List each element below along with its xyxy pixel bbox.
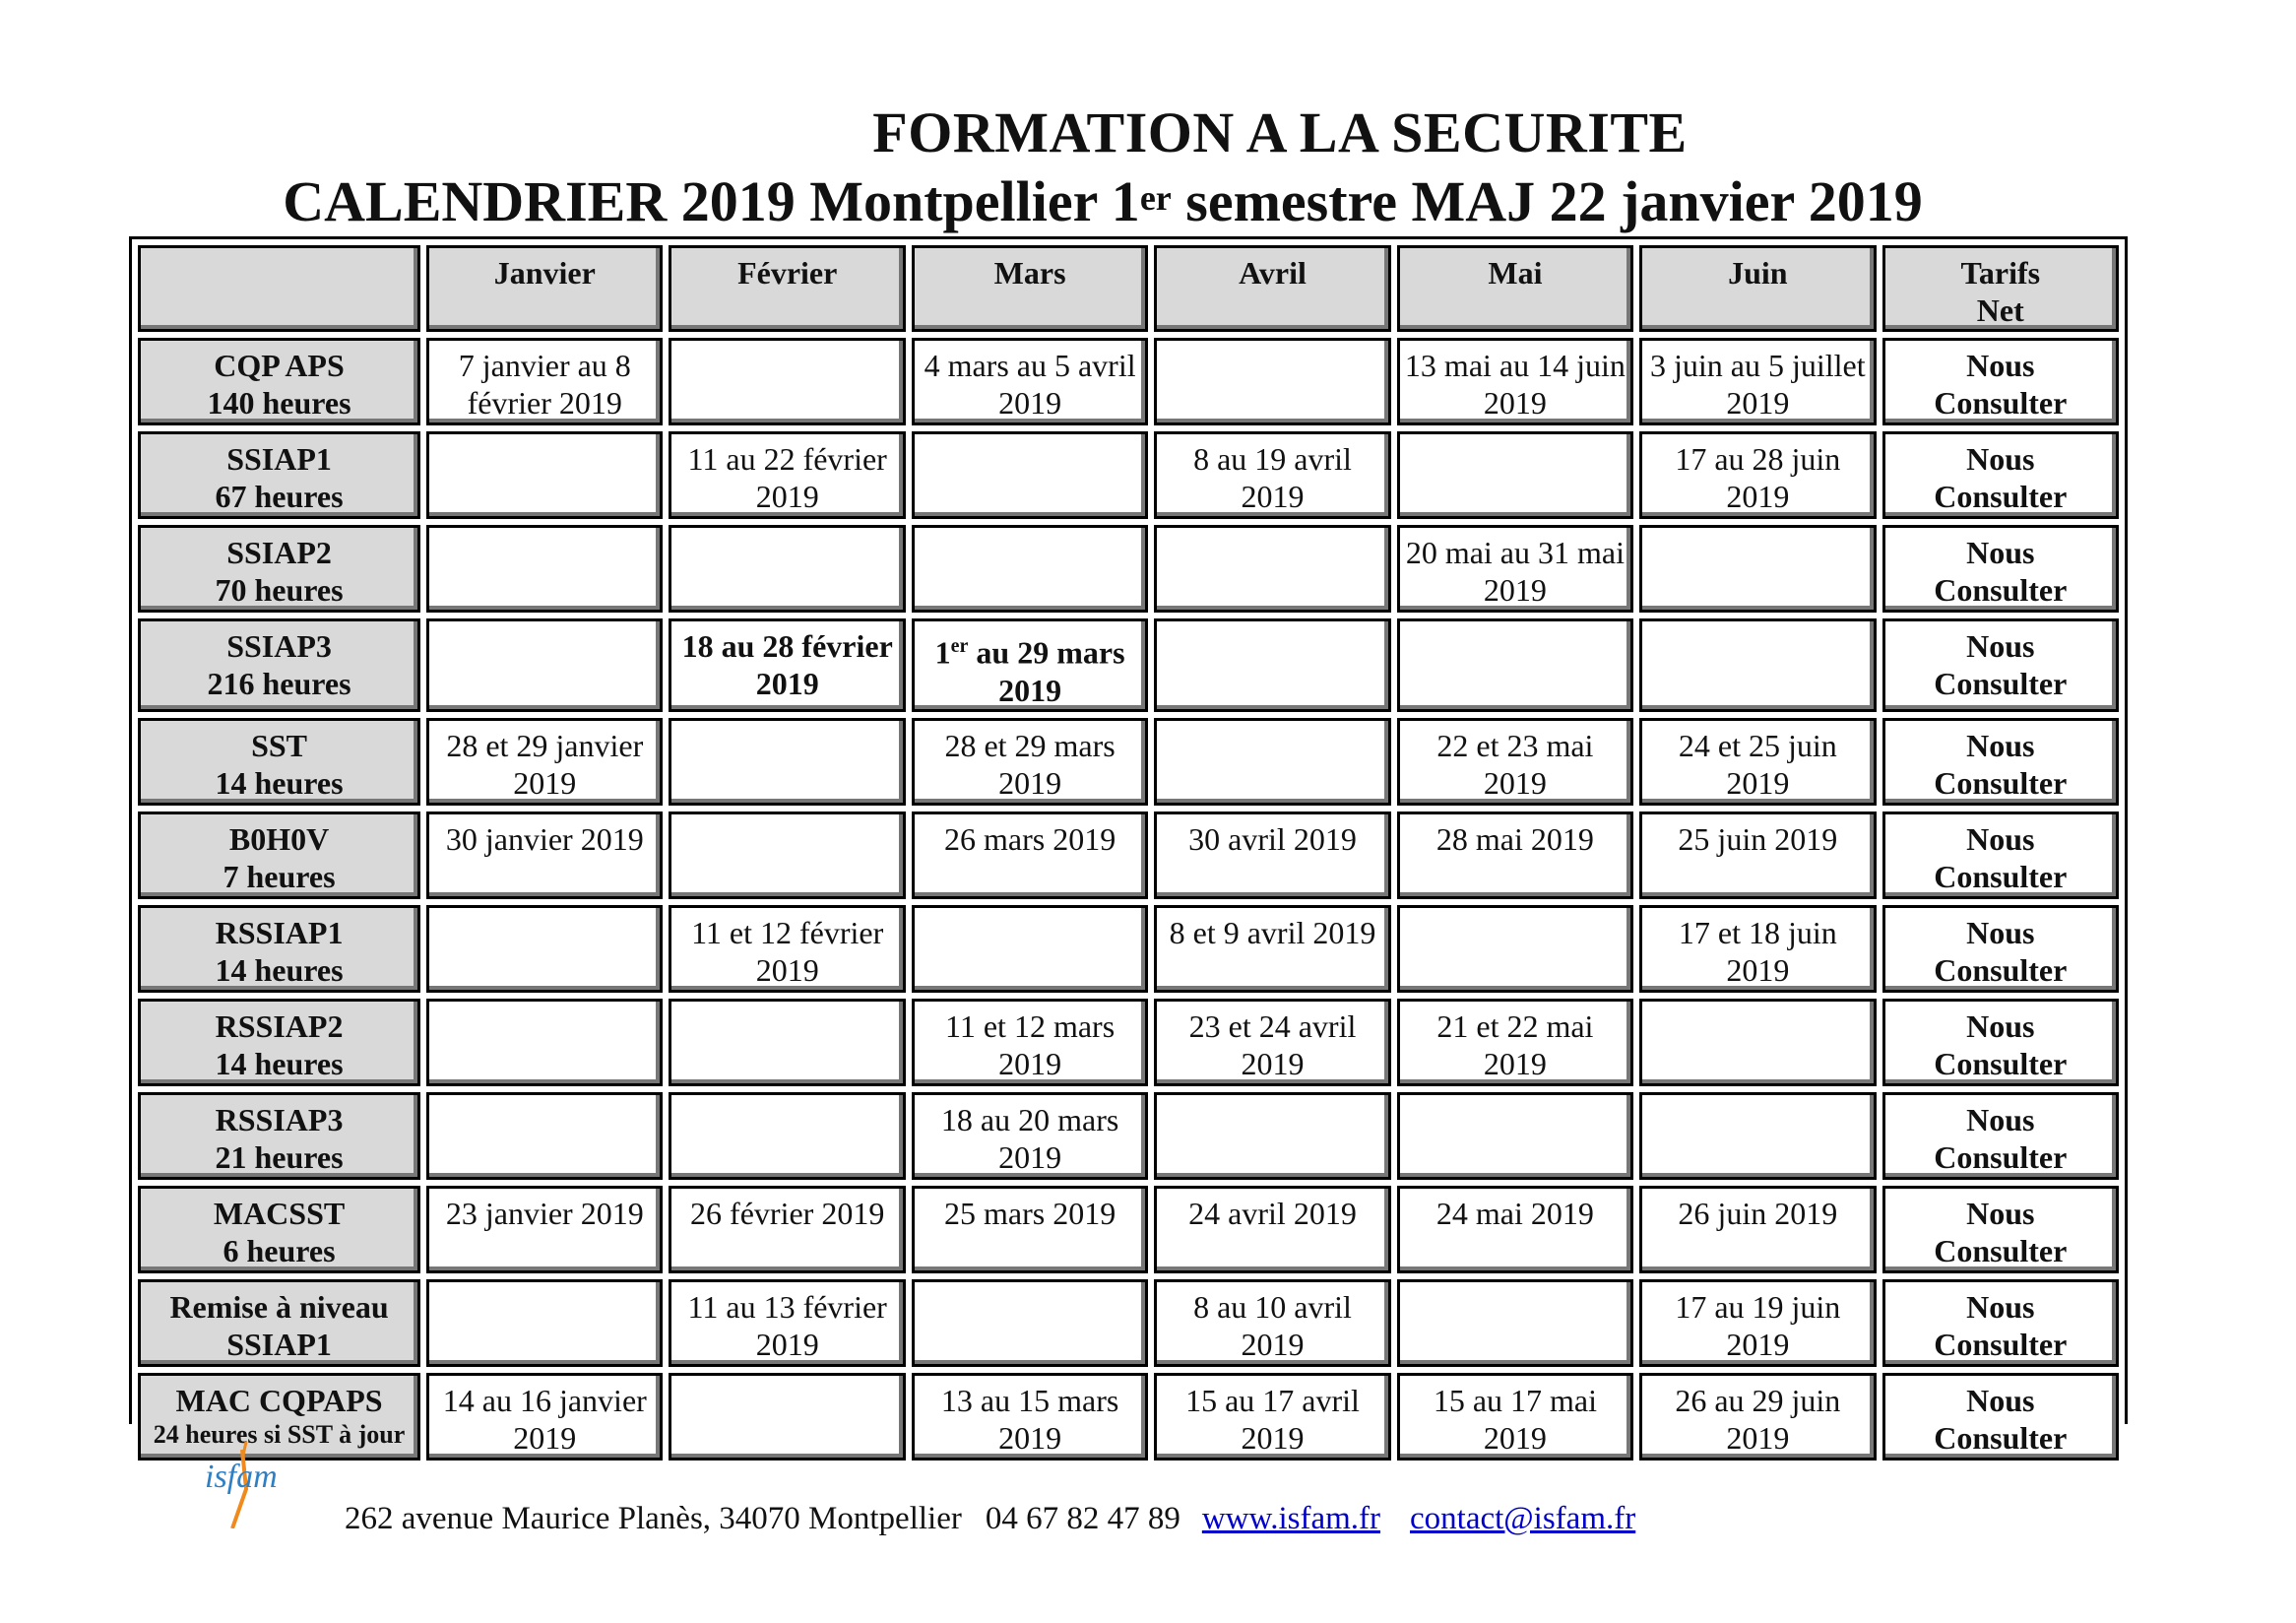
schedule-cell: 22 et 23 mai 2019 [1397, 718, 1633, 806]
header-month: Février [669, 245, 905, 332]
subtitle-prefix: CALENDRIER 2019 Montpellier 1 [283, 169, 1140, 233]
schedule-cell: 28 et 29 janvier 2019 [426, 718, 663, 806]
schedule-cell: 13 au 15 mars 2019 [912, 1373, 1148, 1461]
subtitle-sup: er [1139, 178, 1172, 218]
table-row [138, 1279, 2119, 1367]
schedule-cell: 28 et 29 mars 2019 [912, 718, 1148, 806]
schedule-cell [426, 1279, 663, 1367]
schedule-cell: 15 au 17 mai 2019 [1397, 1373, 1633, 1461]
header-tarifs: Tarifs Net [1882, 245, 2119, 332]
price-line: Consulter [1934, 1232, 2068, 1268]
schedule-cell [912, 431, 1148, 519]
schedule-cell [669, 718, 905, 806]
schedule-cell [426, 431, 663, 519]
calendar-table [132, 239, 2125, 1466]
price-cell [1882, 1373, 2119, 1461]
course-name [138, 1186, 420, 1273]
schedule-cell: 13 mai au 14 juin 2019 [1397, 338, 1633, 425]
price-line: Nous [1966, 1382, 2035, 1418]
price-line: Nous [1966, 348, 2035, 383]
price-line: Nous [1966, 1195, 2035, 1231]
price-line: Consulter [1934, 1138, 2068, 1175]
cell-prefix: 1 [934, 634, 951, 671]
price-line: Consulter [1934, 1045, 2068, 1081]
schedule-cell [669, 812, 905, 899]
course-name-line: 67 heures [215, 479, 344, 514]
price-line: Consulter [1934, 1326, 2068, 1362]
price-cell [1882, 718, 2119, 806]
schedule-cell: 8 au 19 avril 2019 [1154, 431, 1390, 519]
course-name-line: 14 heures [215, 764, 344, 801]
schedule-cell: 17 au 28 juin 2019 [1639, 431, 1876, 519]
cell-text: au 29 mars 2019 [976, 634, 1125, 708]
schedule-cell: 11 au 22 février 2019 [669, 431, 905, 519]
schedule-cell: 8 et 9 avril 2019 [1154, 905, 1390, 993]
course-name-line: 14 heures [215, 1045, 344, 1081]
schedule-cell: 14 au 16 janvier 2019 [426, 1373, 663, 1461]
schedule-cell [1397, 431, 1633, 519]
schedule-cell: 17 et 18 juin 2019 [1639, 905, 1876, 993]
course-name [138, 618, 420, 712]
schedule-cell [912, 618, 1148, 712]
course-name-line: 140 heures [207, 385, 351, 421]
table-row [138, 338, 2119, 425]
schedule-cell: 18 au 28 février 2019 [669, 618, 905, 712]
logo-text: isfam [205, 1459, 278, 1495]
table-row [138, 812, 2119, 899]
course-name-line: SSIAP1 [226, 1326, 332, 1362]
schedule-cell: 11 et 12 février 2019 [669, 905, 905, 993]
schedule-cell: 28 mai 2019 [1397, 812, 1633, 899]
price-cell [1882, 1092, 2119, 1180]
schedule-cell [669, 1092, 905, 1180]
schedule-cell [426, 618, 663, 712]
schedule-cell: 24 avril 2019 [1154, 1186, 1390, 1273]
header-month: Mai [1397, 245, 1633, 332]
price-line: Nous [1966, 1101, 2035, 1137]
page-subtitle [0, 167, 2205, 236]
schedule-cell [1154, 525, 1390, 613]
schedule-cell: 25 mars 2019 [912, 1186, 1148, 1273]
course-name-line: MACSST [213, 1195, 346, 1231]
schedule-cell [1397, 1092, 1633, 1180]
table-row [138, 999, 2119, 1086]
price-line: Nous [1966, 441, 2035, 477]
schedule-cell [1154, 338, 1390, 425]
schedule-cell: 11 et 12 mars 2019 [912, 999, 1148, 1086]
schedule-cell [1397, 1279, 1633, 1367]
course-name [138, 1092, 420, 1180]
price-line: Consulter [1934, 479, 2068, 514]
schedule-cell: 21 et 22 mai 2019 [1397, 999, 1633, 1086]
price-cell [1882, 999, 2119, 1086]
schedule-cell [1154, 1092, 1390, 1180]
course-name-line: B0H0V [228, 820, 330, 857]
schedule-cell [1397, 618, 1633, 712]
course-name-line: 6 heures [223, 1232, 336, 1268]
table-row [138, 1186, 2119, 1273]
price-line: Nous [1966, 1007, 2035, 1044]
price-line: Consulter [1934, 385, 2068, 421]
course-name-line: 216 heures [207, 666, 351, 701]
schedule-cell [912, 905, 1148, 993]
schedule-cell [1639, 618, 1876, 712]
schedule-cell [426, 999, 663, 1086]
header-corner [138, 245, 420, 332]
price-cell [1882, 1186, 2119, 1273]
schedule-cell [669, 999, 905, 1086]
header-month: Avril [1154, 245, 1390, 332]
price-line: Nous [1966, 628, 2035, 664]
schedule-cell: 26 février 2019 [669, 1186, 905, 1273]
schedule-cell [912, 525, 1148, 613]
course-name [138, 999, 420, 1086]
header-month: Juin [1639, 245, 1876, 332]
price-line: Nous [1966, 727, 2035, 763]
schedule-cell [1639, 1092, 1876, 1180]
table-row [138, 1373, 2119, 1461]
schedule-cell: 30 janvier 2019 [426, 812, 663, 899]
schedule-cell: 26 mars 2019 [912, 812, 1148, 899]
schedule-cell [1154, 618, 1390, 712]
price-line: Consulter [1934, 1419, 2068, 1456]
table-row [138, 905, 2119, 993]
course-name-line: Remise à niveau [169, 1288, 389, 1325]
price-cell [1882, 1279, 2119, 1367]
price-cell [1882, 618, 2119, 712]
schedule-cell [669, 338, 905, 425]
schedule-cell [426, 525, 663, 613]
price-line: Consulter [1934, 858, 2068, 894]
schedule-cell: 25 juin 2019 [1639, 812, 1876, 899]
price-line: Consulter [1934, 666, 2068, 701]
schedule-cell: 15 au 17 avril 2019 [1154, 1373, 1390, 1461]
table-row [138, 525, 2119, 613]
course-name-line: RSSIAP1 [215, 914, 344, 950]
course-name-line: SST [251, 727, 307, 763]
price-line: Nous [1966, 1288, 2035, 1325]
schedule-cell: 24 et 25 juin 2019 [1639, 718, 1876, 806]
isfam-logo [203, 1440, 321, 1528]
price-cell [1882, 338, 2119, 425]
course-name-line: 7 heures [223, 858, 336, 894]
footer-email-link[interactable]: contact@isfam.fr [1410, 1501, 1636, 1536]
header-month: Janvier [426, 245, 663, 332]
course-name-line: MAC CQPAPS [175, 1382, 383, 1418]
footer-contact [345, 1499, 1635, 1538]
calendar-table-frame [129, 236, 2128, 1456]
table-row [138, 1092, 2119, 1180]
course-name-line: 21 heures [215, 1138, 344, 1175]
cell-sup: er [950, 635, 969, 657]
schedule-cell: 26 juin 2019 [1639, 1186, 1876, 1273]
subtitle-suffix: semestre MAJ 22 janvier 2019 [1171, 169, 1923, 233]
footer-address: 262 avenue Maurice Planès, 34070 Montpellier [345, 1501, 962, 1536]
schedule-cell: 11 au 13 février 2019 [669, 1279, 905, 1367]
schedule-cell [426, 1092, 663, 1180]
schedule-cell: 8 au 10 avril 2019 [1154, 1279, 1390, 1367]
course-name-line: SSIAP1 [226, 441, 332, 477]
schedule-cell: 23 janvier 2019 [426, 1186, 663, 1273]
schedule-cell: 7 janvier au 8 février 2019 [426, 338, 663, 425]
course-name-line: SSIAP3 [226, 628, 332, 664]
price-line: Nous [1966, 820, 2035, 857]
course-name [138, 812, 420, 899]
table-row [138, 431, 2119, 519]
price-cell [1882, 431, 2119, 519]
price-line: Consulter [1934, 764, 2068, 801]
course-name [138, 718, 420, 806]
price-line: Nous [1966, 535, 2035, 570]
table-body [138, 338, 2119, 1461]
schedule-cell: 3 juin au 5 juillet 2019 [1639, 338, 1876, 425]
table-header-row [138, 245, 2119, 332]
price-cell [1882, 525, 2119, 613]
schedule-cell: 20 mai au 31 mai 2019 [1397, 525, 1633, 613]
price-line: Consulter [1934, 951, 2068, 988]
schedule-cell [912, 1279, 1148, 1367]
footer-phone: 04 67 82 47 89 [985, 1501, 1180, 1536]
price-cell [1882, 905, 2119, 993]
course-name [138, 431, 420, 519]
page-title: FORMATION A LA SECURITE [872, 100, 1688, 164]
schedule-cell [1639, 525, 1876, 613]
schedule-cell [426, 905, 663, 993]
course-name-line: RSSIAP2 [215, 1007, 344, 1044]
course-name [138, 1279, 420, 1367]
table-row [138, 618, 2119, 712]
schedule-cell: 23 et 24 avril 2019 [1154, 999, 1390, 1086]
schedule-cell: 26 au 29 juin 2019 [1639, 1373, 1876, 1461]
course-name [138, 338, 420, 425]
course-name-line: CQP APS [214, 348, 345, 383]
table-row [138, 718, 2119, 806]
price-line: Nous [1966, 914, 2035, 950]
header-month: Mars [912, 245, 1148, 332]
course-name-line: 14 heures [215, 951, 344, 988]
course-name [138, 525, 420, 613]
course-name-line: RSSIAP3 [215, 1101, 344, 1137]
course-name-line: SSIAP2 [226, 535, 332, 570]
schedule-cell: 4 mars au 5 avril 2019 [912, 338, 1148, 425]
schedule-cell [669, 1373, 905, 1461]
schedule-cell: 30 avril 2019 [1154, 812, 1390, 899]
price-cell [1882, 812, 2119, 899]
course-name [138, 905, 420, 993]
schedule-cell: 18 au 20 mars 2019 [912, 1092, 1148, 1180]
course-name-line: 70 heures [215, 572, 344, 608]
schedule-cell: 17 au 19 juin 2019 [1639, 1279, 1876, 1367]
schedule-cell [669, 525, 905, 613]
schedule-cell [1639, 999, 1876, 1086]
schedule-cell [1154, 718, 1390, 806]
price-line: Consulter [1934, 572, 2068, 608]
schedule-cell: 24 mai 2019 [1397, 1186, 1633, 1273]
course-name-line: 24 heures si SST à jour [153, 1419, 406, 1449]
footer-website-link[interactable]: www.isfam.fr [1201, 1501, 1380, 1536]
schedule-cell [1397, 905, 1633, 993]
